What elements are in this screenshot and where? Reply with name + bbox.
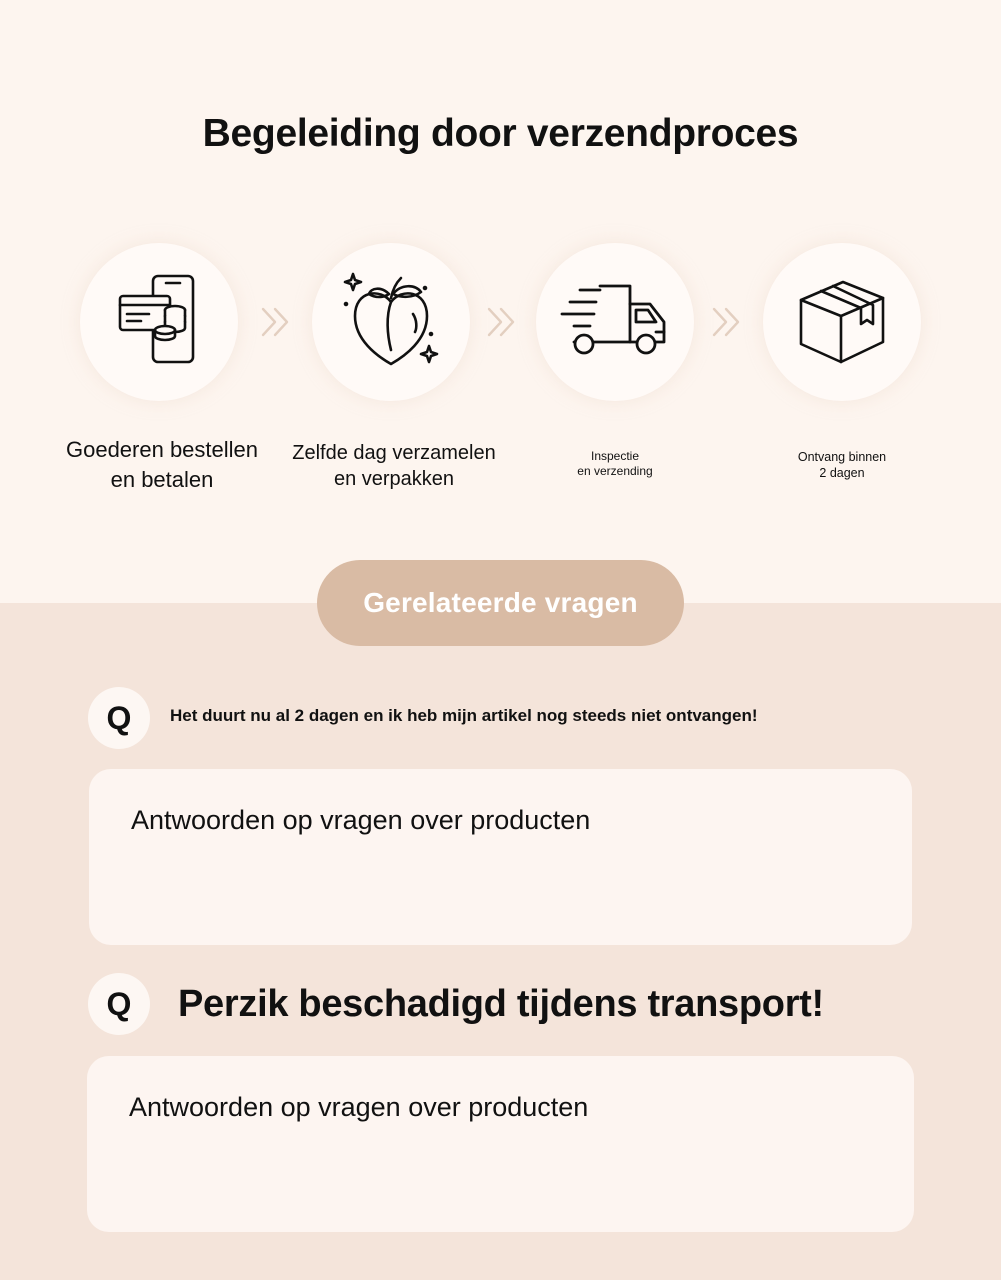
question-badge: Q (88, 973, 150, 1035)
step-4-label: Ontvang binnen 2 dagen (797, 450, 887, 480)
step-1-circle (80, 243, 238, 401)
step-3-circle (536, 243, 694, 401)
package-box-icon (797, 278, 887, 366)
step-2-label: Zelfde dag verzamelen en verpakken (292, 442, 496, 490)
question-badge: Q (88, 687, 150, 749)
chevron-right-icon (485, 305, 519, 339)
faq-answer-2: Antwoorden op vragen over producten (129, 1092, 589, 1122)
faq-question-2[interactable]: Perzik beschadigd tijdens transport! (178, 983, 824, 1025)
faq-question-1[interactable]: Het duurt nu al 2 dagen en ik heb mijn artikel nog steeds niet ontvangen! (170, 706, 758, 725)
chevron-right-icon (259, 305, 293, 339)
faq-answer-card-1 (89, 769, 912, 945)
related-questions-button[interactable]: Gerelateerde vragen (317, 560, 684, 646)
delivery-truck-icon (560, 284, 670, 360)
peach-icon (341, 270, 441, 374)
step-2-circle (312, 243, 470, 401)
faq-answer-1: Antwoorden op vragen over producten (131, 805, 591, 835)
step-3-label: Inspectie en verzending (577, 449, 653, 478)
step-4-circle (763, 243, 921, 401)
faq-answer-card-2 (87, 1056, 914, 1232)
chevron-right-icon (710, 305, 744, 339)
phone-payment-icon (117, 274, 201, 370)
page-title: Begeleiding door verzendproces (202, 112, 799, 155)
step-1-label: Goederen bestellen en betalen (65, 437, 259, 492)
